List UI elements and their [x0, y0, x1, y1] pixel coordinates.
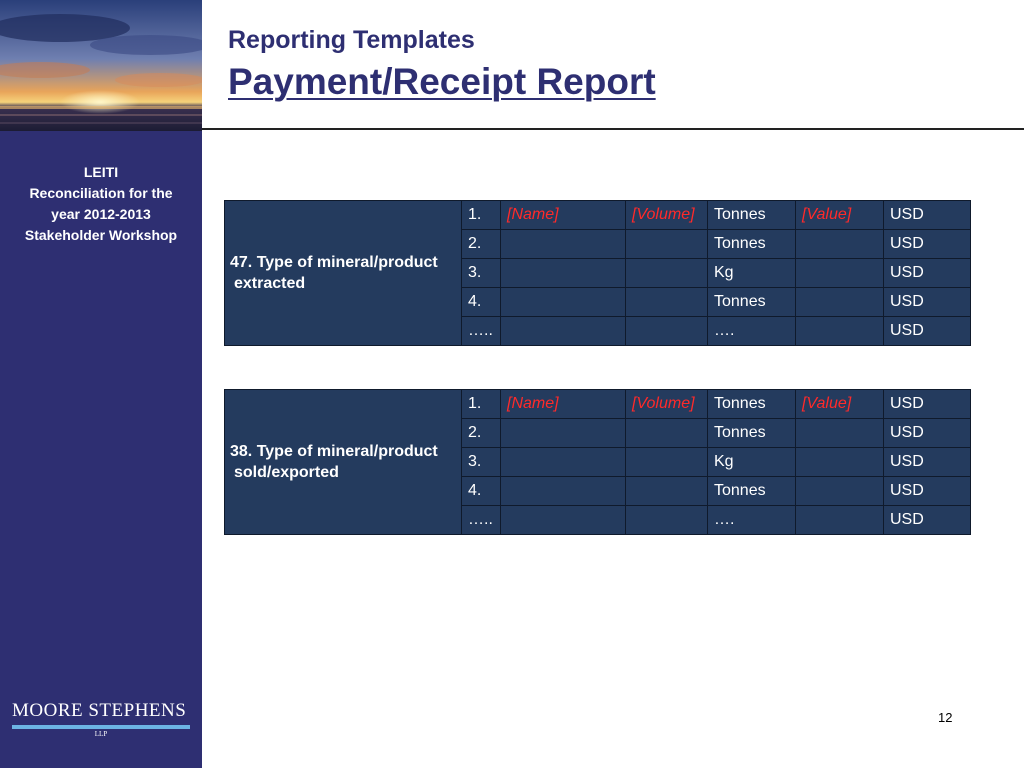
currency-cell: USD — [884, 317, 971, 346]
header-divider — [202, 128, 1024, 130]
unit-cell: Tonnes — [708, 477, 796, 506]
unit-cell: Tonnes — [708, 390, 796, 419]
currency-cell: USD — [884, 448, 971, 477]
label-line-1: 38. Type of mineral/product — [230, 443, 438, 460]
caption-line-2: Reconciliation for the — [29, 185, 173, 201]
slide-title: Payment/Receipt Report — [228, 61, 656, 102]
currency-cell: USD — [884, 506, 971, 535]
unit-cell: Tonnes — [708, 288, 796, 317]
label-line-2: sold/exported — [234, 464, 339, 481]
value-cell[interactable] — [796, 477, 884, 506]
name-cell[interactable] — [501, 230, 626, 259]
sunset-photo — [0, 0, 202, 131]
unit-cell: Tonnes — [708, 201, 796, 230]
volume-cell[interactable] — [626, 288, 708, 317]
name-cell[interactable] — [501, 259, 626, 288]
row-number: 4. — [462, 477, 501, 506]
row-number: 1. — [462, 201, 501, 230]
name-cell[interactable] — [501, 317, 626, 346]
unit-cell: Tonnes — [708, 419, 796, 448]
name-cell[interactable] — [501, 448, 626, 477]
row-label — [225, 390, 462, 535]
volume-cell[interactable] — [626, 317, 708, 346]
moore-stephens-logo — [12, 700, 192, 738]
name-cell[interactable] — [501, 477, 626, 506]
row-number: 2. — [462, 230, 501, 259]
sunset-image — [0, 0, 202, 131]
name-cell[interactable] — [501, 288, 626, 317]
workshop-caption — [0, 162, 202, 246]
currency-cell: USD — [884, 259, 971, 288]
unit-cell: Tonnes — [708, 230, 796, 259]
row-number: ….. — [462, 506, 501, 535]
volume-cell[interactable] — [626, 477, 708, 506]
volume-cell[interactable] — [626, 448, 708, 477]
currency-cell: USD — [884, 477, 971, 506]
table-row — [225, 390, 971, 419]
name-cell[interactable] — [501, 419, 626, 448]
volume-cell[interactable]: [Volume] — [626, 390, 708, 419]
page-number: 12 — [938, 710, 953, 725]
value-cell[interactable]: [Value] — [796, 390, 884, 419]
label-line-1: 47. Type of mineral/product — [230, 254, 438, 271]
value-cell[interactable] — [796, 288, 884, 317]
currency-cell: USD — [884, 201, 971, 230]
row-number: 3. — [462, 259, 501, 288]
value-cell[interactable]: [Value] — [796, 201, 884, 230]
caption-line-1: LEITI — [83, 164, 119, 180]
volume-cell[interactable]: [Volume] — [626, 201, 708, 230]
unit-cell: Kg — [708, 448, 796, 477]
row-number: 1. — [462, 390, 501, 419]
currency-cell: USD — [884, 390, 971, 419]
value-cell[interactable] — [796, 419, 884, 448]
volume-cell[interactable] — [626, 506, 708, 535]
row-number: ….. — [462, 317, 501, 346]
slide-subtitle: Reporting Templates — [228, 26, 475, 54]
name-cell[interactable] — [501, 506, 626, 535]
extracted-table — [224, 200, 971, 346]
row-number: 2. — [462, 419, 501, 448]
logo-sub: LLP — [94, 730, 108, 738]
name-cell[interactable]: [Name] — [501, 390, 626, 419]
table-row — [225, 201, 971, 230]
logo-name: MOORE STEPHENS — [12, 700, 187, 721]
row-label — [225, 201, 462, 346]
caption-line-3: year 2012-2013 — [51, 206, 151, 222]
unit-cell: …. — [708, 506, 796, 535]
value-cell[interactable] — [796, 317, 884, 346]
value-cell[interactable] — [796, 506, 884, 535]
currency-cell: USD — [884, 230, 971, 259]
sold-exported-table — [224, 389, 971, 535]
unit-cell: …. — [708, 317, 796, 346]
row-number: 3. — [462, 448, 501, 477]
value-cell[interactable] — [796, 448, 884, 477]
volume-cell[interactable] — [626, 230, 708, 259]
currency-cell: USD — [884, 288, 971, 317]
caption-line-4: Stakeholder Workshop — [24, 227, 178, 243]
logo-bar — [12, 725, 190, 729]
sidebar — [0, 0, 202, 768]
row-number: 4. — [462, 288, 501, 317]
label-line-2: extracted — [234, 275, 306, 292]
value-cell[interactable] — [796, 230, 884, 259]
volume-cell[interactable] — [626, 259, 708, 288]
currency-cell: USD — [884, 419, 971, 448]
volume-cell[interactable] — [626, 419, 708, 448]
value-cell[interactable] — [796, 259, 884, 288]
name-cell[interactable]: [Name] — [501, 201, 626, 230]
unit-cell: Kg — [708, 259, 796, 288]
